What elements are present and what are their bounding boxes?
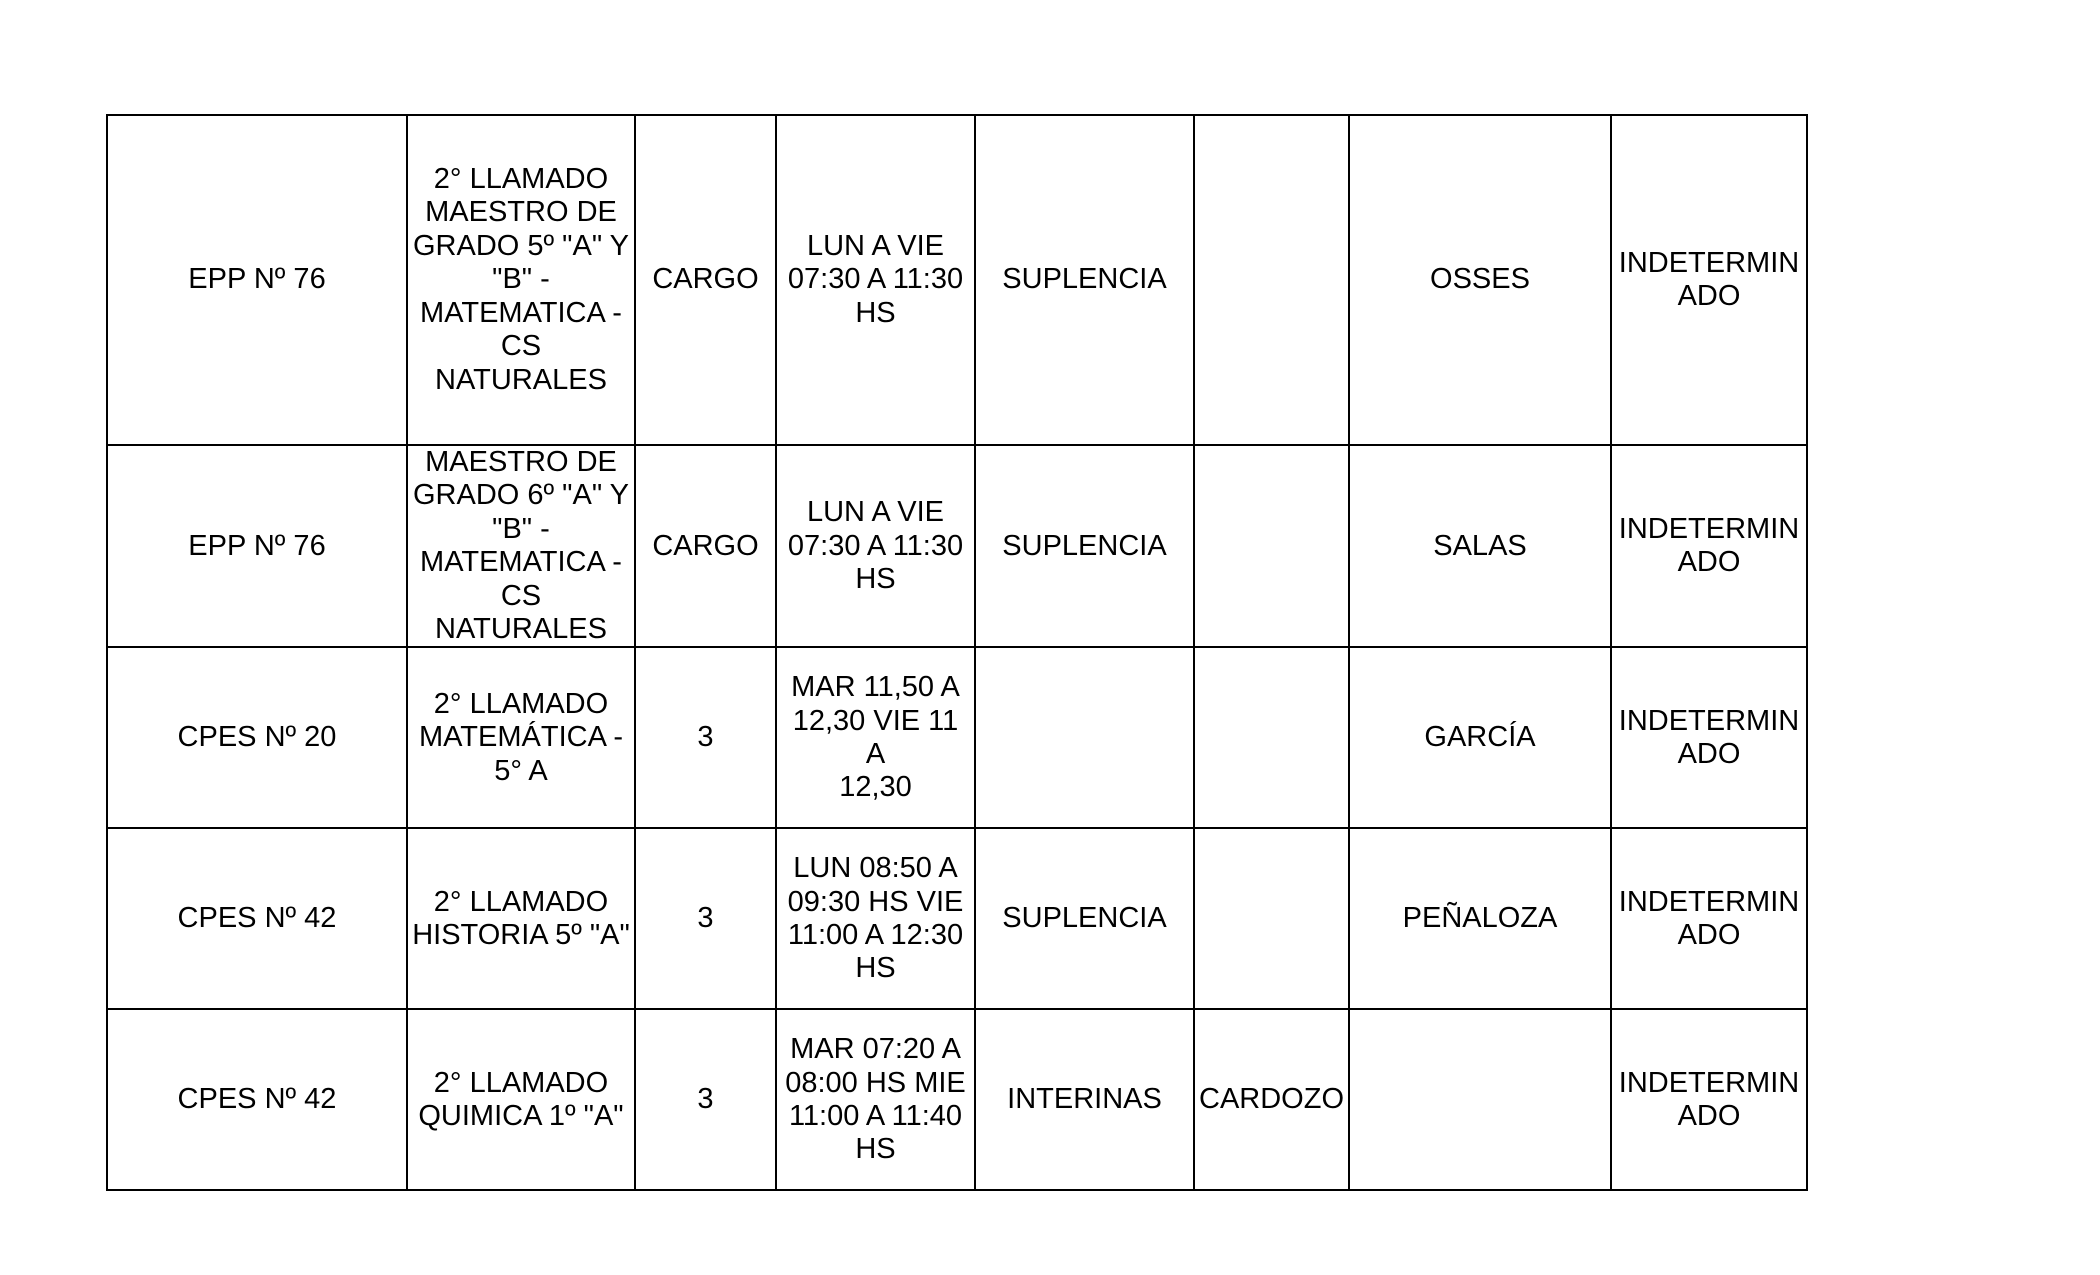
cell-caracter: INTERINAS bbox=[975, 1009, 1194, 1190]
cell-cargo: MAESTRO DE GRADO 6º "A" Y "B" - MATEMATICA - CS NATURALES bbox=[407, 445, 635, 647]
cell-establecimiento: CPES Nº 20 bbox=[107, 647, 407, 828]
cell-duracion: INDETERMIN ADO bbox=[1611, 445, 1807, 647]
cell-caracter: SUPLENCIA bbox=[975, 828, 1194, 1009]
cell-duracion: INDETERMIN ADO bbox=[1611, 828, 1807, 1009]
table-row bbox=[107, 647, 1807, 828]
cell-cargo: 2° LLAMADO QUIMICA 1º "A" bbox=[407, 1009, 635, 1190]
cell-horas: CARGO bbox=[635, 115, 776, 445]
cell-caracter: SUPLENCIA bbox=[975, 115, 1194, 445]
cell-establecimiento: EPP Nº 76 bbox=[107, 445, 407, 647]
cell-caracter: SUPLENCIA bbox=[975, 445, 1194, 647]
cell-docente-b: PEÑALOZA bbox=[1349, 828, 1611, 1009]
table-row bbox=[107, 828, 1807, 1009]
cell-horas: CARGO bbox=[635, 445, 776, 647]
table-row bbox=[107, 445, 1807, 647]
table-row bbox=[107, 115, 1807, 445]
cell-horas: 3 bbox=[635, 1009, 776, 1190]
cell-docente-a bbox=[1194, 445, 1349, 647]
cell-horario: LUN 08:50 A 09:30 HS VIE 11:00 A 12:30 HS bbox=[776, 828, 975, 1009]
cell-establecimiento: EPP Nº 76 bbox=[107, 115, 407, 445]
cell-docente-a: CARDOZO bbox=[1194, 1009, 1349, 1190]
cell-horario: LUN A VIE 07:30 A 11:30 HS bbox=[776, 115, 975, 445]
cell-horario: MAR 07:20 A 08:00 HS MIE 11:00 A 11:40 HS bbox=[776, 1009, 975, 1190]
cell-docente-b bbox=[1349, 1009, 1611, 1190]
cell-establecimiento: CPES Nº 42 bbox=[107, 828, 407, 1009]
cell-docente-b: OSSES bbox=[1349, 115, 1611, 445]
cell-caracter bbox=[975, 647, 1194, 828]
cell-cargo: 2° LLAMADO MAESTRO DE GRADO 5º "A" Y "B" - MATEMATICA - CS NATURALES bbox=[407, 115, 635, 445]
cell-docente-b: GARCÍA bbox=[1349, 647, 1611, 828]
cell-docente-a bbox=[1194, 115, 1349, 445]
cell-horario: MAR 11,50 A 12,30 VIE 11 A 12,30 bbox=[776, 647, 975, 828]
data-table bbox=[106, 114, 1808, 1191]
cell-horario: LUN A VIE 07:30 A 11:30 HS bbox=[776, 445, 975, 647]
cell-establecimiento: CPES Nº 42 bbox=[107, 1009, 407, 1190]
cell-docente-b: SALAS bbox=[1349, 445, 1611, 647]
cell-duracion: INDETERMIN ADO bbox=[1611, 647, 1807, 828]
cell-cargo: 2° LLAMADO HISTORIA 5º "A" bbox=[407, 828, 635, 1009]
cell-cargo: 2° LLAMADO MATEMÁTICA - 5° A bbox=[407, 647, 635, 828]
cell-horas: 3 bbox=[635, 647, 776, 828]
cell-duracion: INDETERMIN ADO bbox=[1611, 115, 1807, 445]
table-row bbox=[107, 1009, 1807, 1190]
cell-duracion: INDETERMIN ADO bbox=[1611, 1009, 1807, 1190]
cell-docente-a bbox=[1194, 828, 1349, 1009]
cell-horas: 3 bbox=[635, 828, 776, 1009]
cell-docente-a bbox=[1194, 647, 1349, 828]
